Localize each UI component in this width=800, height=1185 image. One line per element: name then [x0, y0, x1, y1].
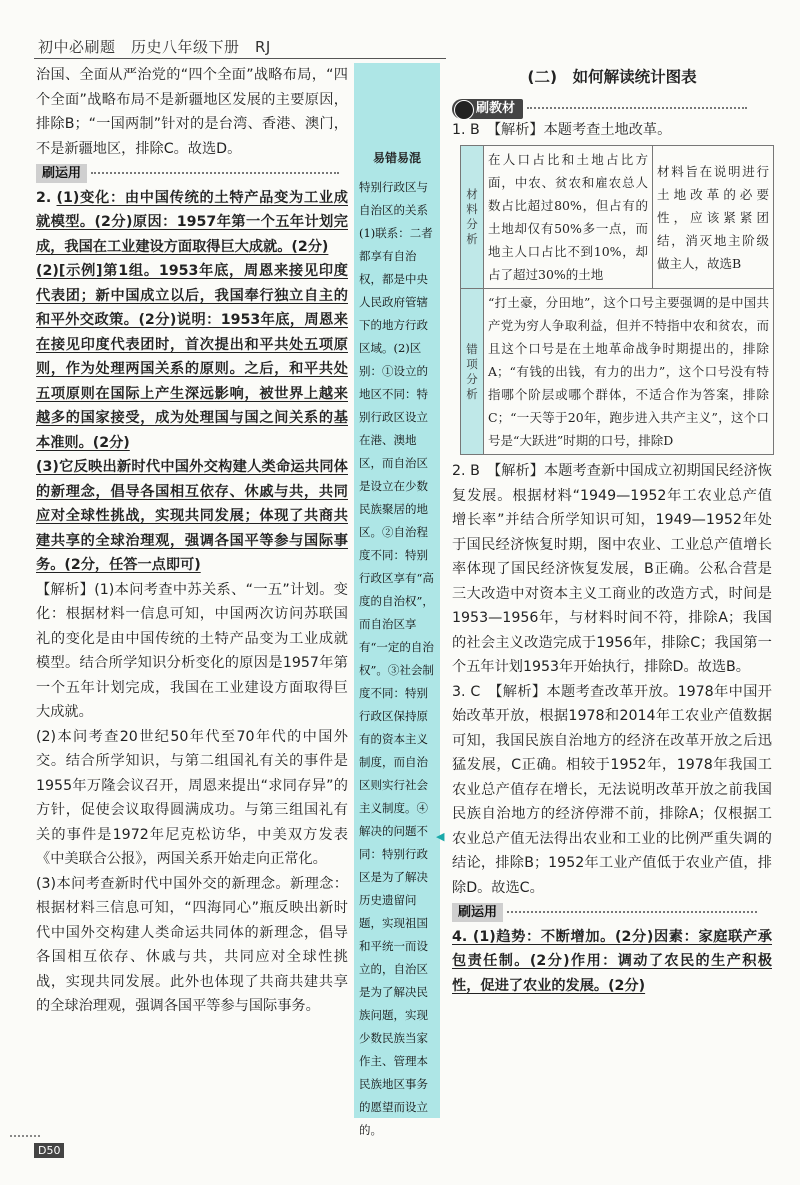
table-cell-material: 在人口占比和土地占比方面，中农、贫农和雇农总人数占比超过80%，但占有的土地却仅有50%多一点，而地主人口占比不到10%，却占了超过30%的土地 [484, 146, 653, 289]
page-number: D50 [34, 1143, 64, 1158]
right-column [452, 63, 772, 998]
q2-answer-3: (3)它反映出新时代中国外交构建人类命运共同体的新理念，倡导各国相互依存、休戚与共，共同应对全球性挑战，实现共同发展；体现了共商共建共享的全球治理观，强调各国平等参与国际事务。(2分，任答一点即可) [36, 459, 348, 573]
q2-answer-1: 2. (1)变化：由中国传统的土特产品变为工业成就模型。(2分)原因：1957年第一个五年计划完成，我国在工业建设方面取得巨大成就。(2分) [36, 189, 348, 255]
tag-textbook: 刷教材 [452, 96, 772, 118]
tip-text: 特别行政区与自治区的关系(1)联系：二者都享有自治权，都是中央人民政府管辖下的地方行政区域。(2)区别：①设立的地区不同：特别行政区设立在港、澳地区，而自治区是设立在少数民族聚居的地区。②自治程度不同：特别行政区享有“高度的自治权”，而自治区享有“一定的自治权”。③社会制度不同：特别行政区保持原有的资本主义制度，而自治区则实行社会主义制度。④解决的问题不同：特别行政区是为了解决历史遗留问题，实现祖国和平统一而设立的，自治区是为了解决民族问题，实现少数民族当家作主、管理本民族地区事务的愿望而设立的。 [359, 180, 434, 1137]
q2-analysis-3: (3)本问考查新时代中国外交的新理念。新理念：根据材料三信息可知，“四海同心”瓶反映出新时代中国外交构建人类命运共同体的新理念，倡导各国相互依存、休戚与共，共同应对全球性挑战，实现共同发展。此外也体现了共商共建共享的全球治理观，强调各国平等参与国际事务。 [36, 875, 348, 1014]
q1-answer: 1. B 【解析】本题考查土地改革。 [452, 121, 672, 138]
tag-apply-right: 刷运用 [452, 900, 772, 925]
table-label-wrong: 错项分析 [461, 289, 484, 455]
pointer-arrow-icon: ◀ [436, 830, 445, 843]
tip-title: 易错易混 [372, 151, 421, 165]
table-cell-conclusion: 材料旨在说明进行土地改革的必要性，应该紧紧团结，消灭地主阶级做主人，故选B [653, 146, 774, 289]
left-column [36, 63, 348, 1019]
header-rule [34, 58, 446, 59]
section-title: (二) 如何解读统计图表 [527, 68, 697, 86]
q2-analysis-2: (2)本问考查20世纪50年代至70年代的中国外交。结合所学知识，与第二组国礼有关的事件是1955年万隆会议召开，周恩来提出“求同存异”的方针，促使会议取得圆满成功。与第三组国礼有关的事件是1972年尼克松访华，中美双方发表《中美联合公报》，两国关系开始走向正常化。 [36, 728, 348, 867]
tip-sidebar [354, 63, 440, 1137]
analysis-table [460, 145, 774, 455]
header-title: 初中必刷题 历史八年级下册 RJ [38, 38, 271, 56]
q4-answer: 4. (1)趋势：不断增加。(2分)因素：家庭联产承包责任制。(2分)作用：调动了农民的生产积极性，促进了农业的发展。(2分) [452, 928, 772, 994]
q3-answer: 3. C 【解析】本题考查改革开放。1978年中国开始改革开放，根据1978和2014年工农业产值数据可知，我国民族自治地方的经济在改革开放之后迅猛发展，C正确。相较于1952年，1978年我国工农业总产值存在增长，无法说明改革开放之前我国民族自治地方的经济停滞不前，排除A；仅根据工农业总产值无法得出农业和工业的比例严重失调的结论，排除B；1952年工业产值低于农业产值，排除D。故选C。 [452, 683, 772, 896]
brush-icon [454, 100, 474, 120]
q2-analysis-1: 【解析】(1)本问考查中苏关系、“一五”计划。变化：根据材料一信息可知，中国两次访问苏联国礼的变化是由中国传统的土特产品变为工业成就模型。结合所学知识分析变化的原因是1957年第一个五年计划完成，我国在工业建设方面取得巨大成就。 [36, 581, 348, 720]
tag-apply: 刷运用 [36, 161, 348, 186]
table-cell-wrong: “打土豪，分田地”，这个口号主要强调的是中国共产党为穷人争取利益，但并不特指中农和贫农，而且这个口号是在土地革命战争时期提出的，排除A；“有钱的出钱，有力的出力”，这个口号没有特指哪个阶层或哪个群体，不适合作为答案，排除C；“一天等于20年，跑步进入共产主义”，这个口号是“大跃进”时期的口号，排除D [484, 289, 774, 455]
q2-answer-2: (2)[示例]第1组。1953年底，周恩来接见印度代表团；新中国成立以后，我国奉行独立自主的和平外交政策。(2分)说明：1953年底，周恩来在接见印度代表团时，首次提出和平共处五项原则，作为处理两国关系的原则。之后，和平共处五项原则在国际上产生深远影响，被世界上越来越多的国家接受，成为处理国与国之间关系的基本准则。(2分) [36, 263, 348, 451]
answer-end-paragraph: 治国、全面从严治党的“四个全面”战略布局，“四个全面”战略布局不是新疆地区发展的主要原因，排除B；“一国两制”针对的是台湾、香港、澳门，不是新疆地区，排除C。故选D。 [36, 67, 348, 157]
table-label-material: 材料分析 [461, 146, 484, 289]
page-dots [10, 1135, 40, 1137]
q2-right-answer: 2. B 【解析】本题考查新中国成立初期国民经济恢复发展。根据材料“1949—1952年工农业总产值增长率”并结合所学知识可知，1949—1952年处于国民经济恢复时期，图中农业、工业总产值增长率体现了国民经济恢复发展，B正确。公私合营是三大改造中对资本主义工商业的改造方式，时间是1953—1956年，与材料时间不符，排除A；我国的社会主义改造完成于1956年，排除C；我国第一个五年计划1953年开始执行，排除D。故选B。 [452, 463, 772, 675]
